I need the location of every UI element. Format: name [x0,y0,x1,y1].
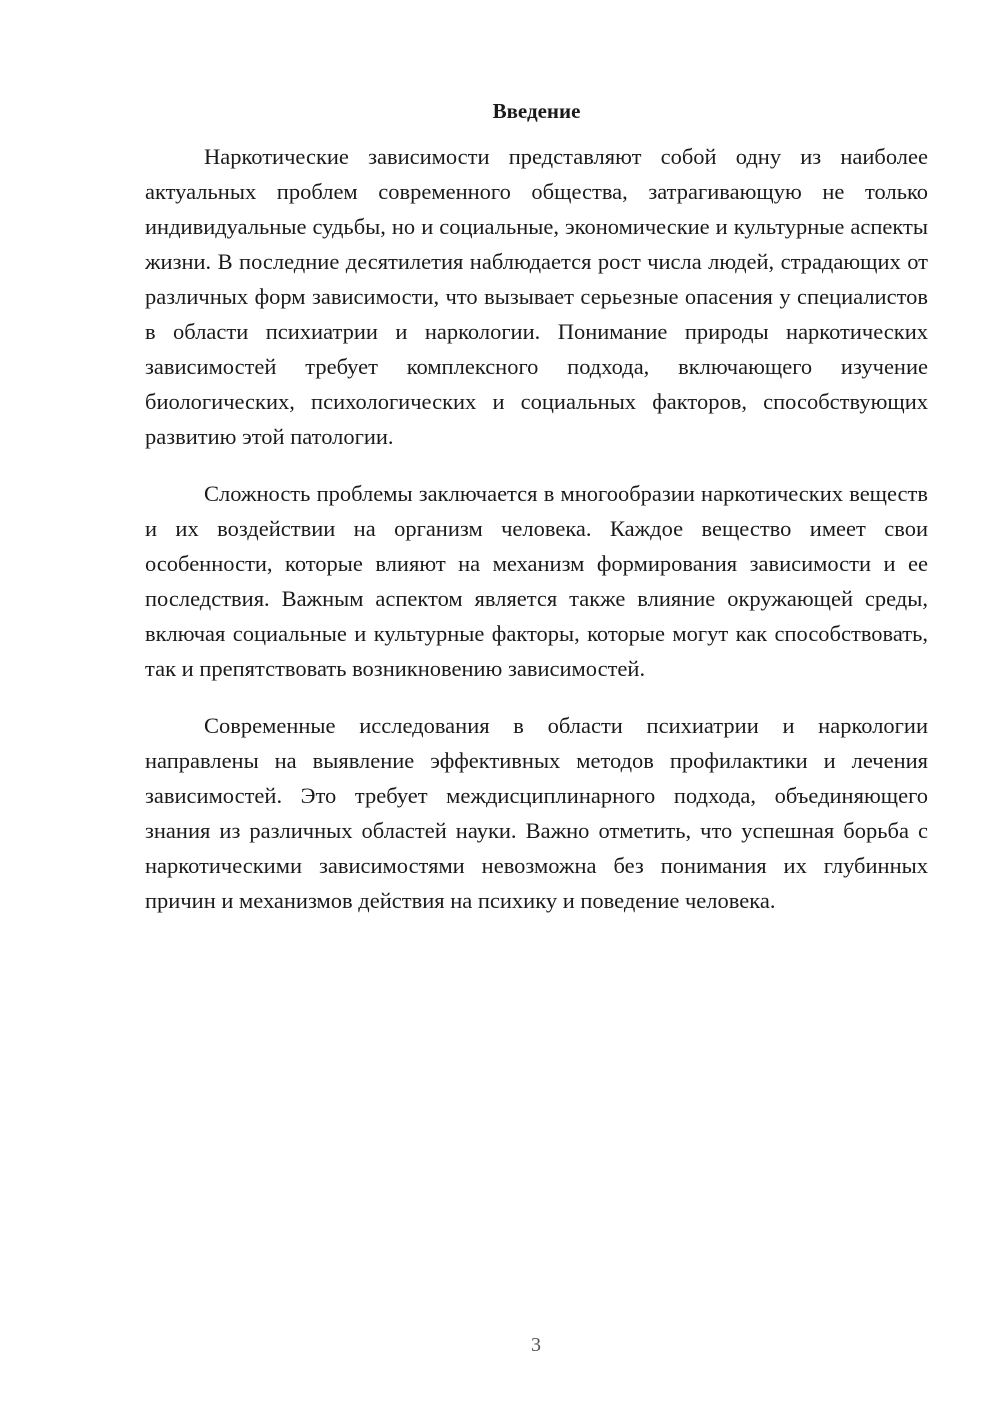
page-content [145,95,928,940]
paragraph-2: Сложность проблемы заключается в многообразии наркотических веществ и их воздействии на организм человека. Каждое вещество имеет свои особенности, которые влияют на механизм формирования зависимости и ее последствия. Важным аспектом является также влияние окружающей среды, включая социальные и культурные факторы, которые могут как способствовать, так и препятствовать возникновению зависимостей. [145,481,928,681]
section-title: Введение [492,99,581,123]
paragraph-3: Современные исследования в области психиатрии и наркологии направлены на выявление эффективных методов профилактики и лечения зависимостей. Это требует междисциплинарного подхода, объединяющего знания из различных областей науки. Важно отметить, что успешная борьба с наркотическими зависимостями невозможна без понимания их глубинных причин и механизмов действия на психику и поведение человека. [145,713,928,913]
page-number: 3 [531,1334,541,1356]
paragraph-1: Наркотические зависимости представляют собой одну из наиболее актуальных проблем современного общества, затрагивающую не только индивидуальные судьбы, но и социальные, экономические и культурные аспекты жизни. В последние десятилетия наблюдается рост числа людей, страдающих от различных форм зависимости, что вызывает серьезные опасения у специалистов в области психиатрии и наркологии. Понимание природы наркотических зависимостей требует комплексного подхода, включающего изучение биологических, психологических и социальных факторов, способствующих развитию этой патологии. [145,144,928,449]
